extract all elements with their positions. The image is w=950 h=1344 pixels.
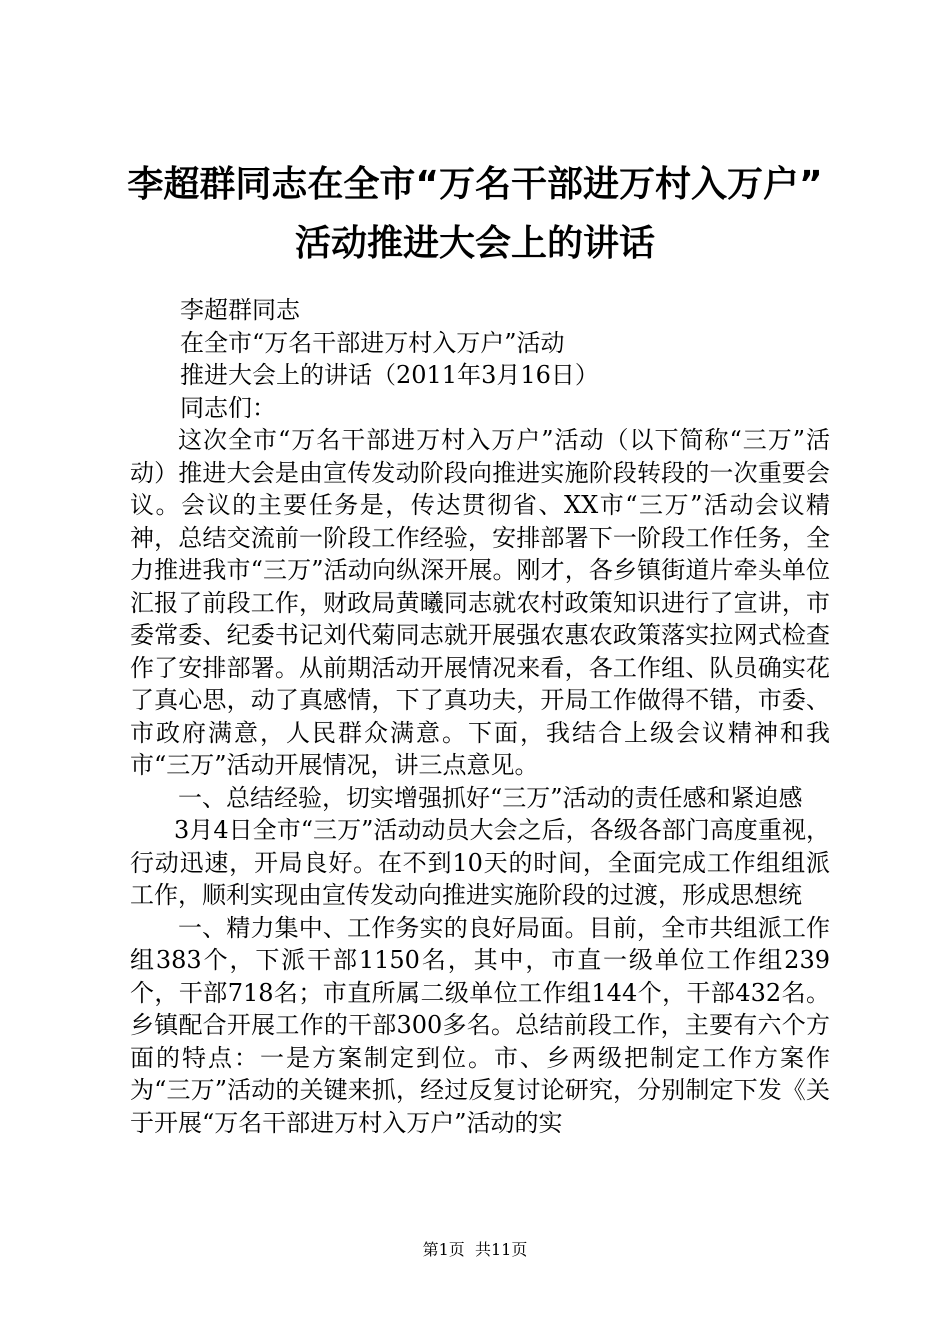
page-number: 第1页 — [422, 1240, 465, 1259]
speech-occasion: 在全市“万名干部进万村入万户”活动 — [180, 328, 565, 357]
salutation: 同志们： — [180, 393, 276, 422]
speech-occasion-date: 推进大会上的讲话（2011年3月16日） — [180, 361, 599, 389]
document-body — [130, 294, 830, 1139]
body-paragraph: 一、精力集中、工作务实的良好局面。目前，全市共组派工作组383个，下派干部1150名，其中，市直一级单位工作组239个，干部718名；市直所属二级单位工作组144个，干部432名。乡镇配合开展工作的干部300多名。总结前段工作，主要有六个方面的特点：一是方案制定到位。市、乡两级把制定工作方案作为“三万”活动的关键来抓，经过反复讨论研究，分别制定下发《关于开展“万名干部进万村入万户”活动的实 — [130, 913, 830, 1137]
speaker-name: 李超群同志 — [180, 296, 300, 324]
document-title-line-2: 活动推进大会上的讲话 — [294, 223, 655, 264]
page-total: 共11页 — [474, 1240, 528, 1259]
section-heading: 一、总结经验，切实增强抓好“三万”活动的责任感和紧迫感 — [178, 783, 803, 812]
body-paragraph: 3月4日全市“三万”活动动员大会之后，各级各部门高度重视，行动迅速，开局良好。在不到10天的时间，全面完成工作组组派工作，顺利实现由宣传发动向推进实施阶段的过渡，形成思想统 — [130, 816, 830, 909]
body-paragraph: 这次全市“万名干部进万村入万户”活动（以下简称“三万”活动）推进大会是由宣传发动阶段向推进实施阶段转段的一次重要会议。会议的主要任务是，传达贯彻省、XX市“三万”活动会议精神，总结交流前一阶段工作经验，安排部署下一阶段工作任务，全力推进我市“三万”活动向纵深开展。刚才，各乡镇街道片牵头单位汇报了前段工作，财政局黄曦同志就农村政策知识进行了宣讲，市委常委、纪委书记刘代菊同志就开展强农惠农政策落实拉网式检查作了安排部署。从前期活动开展情况来看，各工作组、队员确实花了真心思，动了真感情，下了真功夫，开局工作做得不错，市委、市政府满意，人民群众满意。下面，我结合上级会议精神和我市“三万”活动开展情况，讲三点意见。 — [130, 426, 830, 779]
page-footer — [0, 1240, 950, 1260]
document-title-line-1: 李超群同志在全市“万名干部进万村入万户” — [127, 164, 823, 205]
